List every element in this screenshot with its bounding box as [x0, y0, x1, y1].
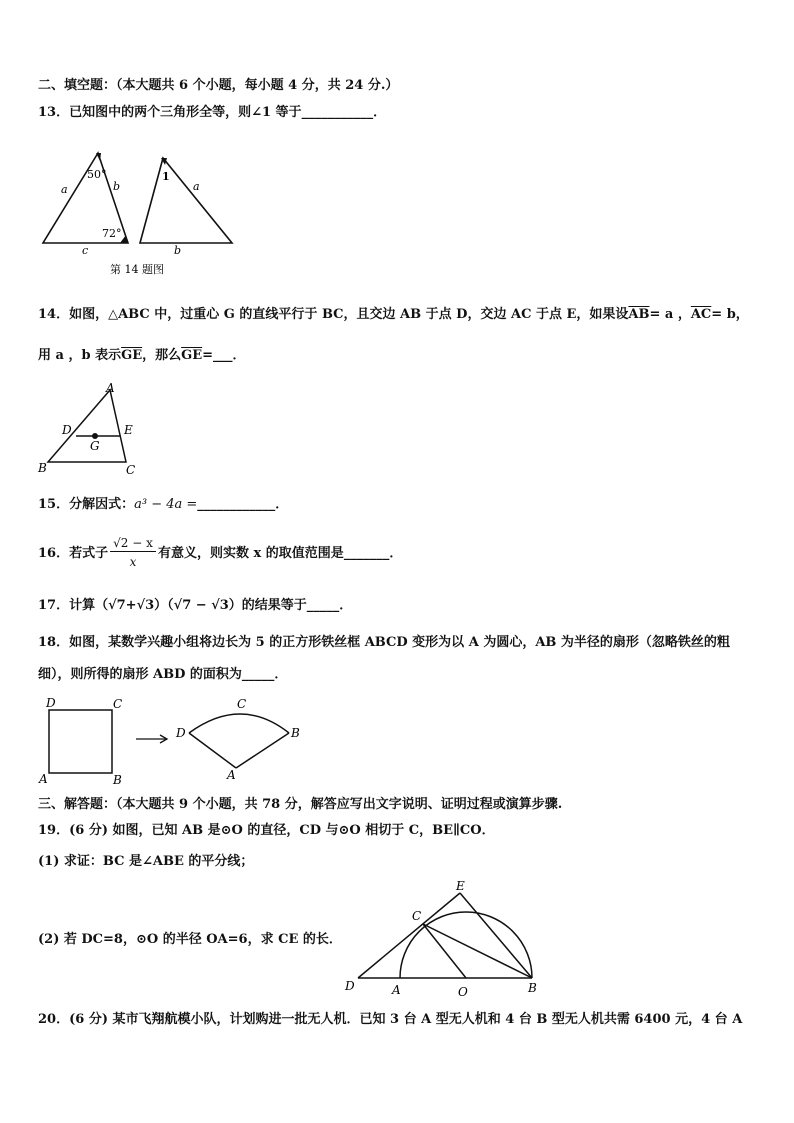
right-side-b-label: b — [174, 244, 182, 257]
q17-text: 17．计算（√7+√3）（√7 − √3）的结果等于 — [38, 598, 307, 613]
angle-1-label: 1 — [162, 170, 170, 183]
q18-end: ． — [274, 667, 288, 682]
q14-line1: 14．如图，△ABC 中，过重心 G 的直线平行于 BC，且交边 AB 于点 D，交边 AC 于点 E，如果设 — [38, 307, 629, 322]
q18-line2: 细），则所得的扇形 ABD 的面积为 — [38, 667, 242, 682]
angle-72-label: 72° — [102, 227, 122, 240]
square-label-d: D — [46, 696, 56, 710]
sector-arc — [189, 714, 289, 733]
q17-end: ． — [339, 598, 353, 613]
q16-numerator: √2 − x — [110, 536, 156, 552]
sector-label-b: B — [291, 726, 300, 740]
label-a: A — [106, 381, 115, 395]
vector-ge-2: $\overline{GE}$ — [181, 348, 203, 363]
angle-50-label: 50° — [87, 168, 107, 181]
q18-blank: _____ — [241, 667, 275, 682]
line-cb — [423, 924, 532, 978]
right-triangle — [140, 158, 232, 243]
sector-radius-ab — [236, 733, 289, 768]
right-side-a-label: a — [193, 180, 200, 193]
question-14-line-2 — [38, 348, 246, 364]
q14-eq2: = b， — [711, 307, 749, 322]
q16-suffix: 有意义，则实数 x 的取值范围是 — [158, 546, 344, 561]
label-d: D — [62, 423, 72, 437]
vector-ab: $\overline{AB}$ — [628, 307, 650, 322]
label-b: B — [38, 461, 47, 475]
question-18-line-1: 18．如图，某数学兴趣小组将边长为 5 的正方形铁丝框 ABCD 变形为以 A 为圆心，AB 为半径的扇形（忽略铁丝的粗 — [38, 635, 730, 650]
square-label-a: A — [39, 772, 48, 786]
section-2-heading: 二、填空题：（本大题共 6 个小题，每小题 4 分，共 24 分.） — [38, 78, 399, 93]
label-e: E — [456, 879, 465, 893]
left-side-a-label: a — [61, 183, 68, 196]
question-15 — [38, 497, 288, 513]
q13-text: 13．已知图中的两个三角形全等，则∠1 等于 — [38, 105, 302, 120]
figure-caption: 第 14 题图 — [110, 263, 164, 276]
label-g: G — [90, 439, 100, 453]
q17-blank: _____ — [306, 598, 340, 613]
q14-eq1: = a ， — [649, 307, 691, 322]
label-c: C — [126, 463, 136, 477]
q18-figure — [36, 695, 316, 787]
label-a: A — [392, 983, 401, 997]
question-19-stem: 19．(6 分) 如图，已知 AB 是⊙O 的直径，CD 与⊙O 相切于 C，BE∥CO． — [38, 823, 495, 838]
sector-label-c: C — [237, 697, 247, 711]
sector-label-a: A — [227, 768, 236, 782]
q15-expression: a³ − 4a = — [134, 497, 198, 512]
q19-figure — [340, 878, 550, 1002]
question-14-line-1 — [38, 307, 749, 323]
section-3-heading: 三、解答题：（本大题共 9 个小题，共 78 分，解答应写出文字说明、证明过程或演算步骤. — [38, 797, 563, 812]
vector-ac: $\overline{AC}$ — [690, 307, 712, 322]
label-b: B — [528, 981, 537, 995]
label-d: D — [345, 979, 355, 993]
question-13 — [38, 105, 386, 121]
q16-end: ． — [389, 546, 403, 561]
left-side-c-label: c — [82, 244, 89, 257]
line-eb — [460, 893, 532, 978]
question-20: 20．(6 分) 某市飞翔航模小队，计划购进一批无人机．已知 3 台 A 型无人机和 4 台 B 型无人机共需 6400 元，4 台 A — [38, 1012, 743, 1027]
q14-figure — [36, 380, 146, 480]
q14-line2-c: =___． — [202, 348, 246, 363]
label-e: E — [124, 423, 133, 437]
triangle-abc — [48, 390, 126, 462]
question-18-line-2 — [38, 667, 287, 683]
question-16-prefix: 16．若式子 — [38, 546, 109, 561]
q13-end: ． — [373, 105, 387, 120]
question-16-rest — [158, 546, 402, 562]
q16-denominator: x — [129, 555, 137, 569]
label-o: O — [458, 985, 468, 999]
question-19-part-2: (2) 若 DC=8，⊙O 的半径 OA=6，求 CE 的长． — [38, 932, 342, 947]
left-side-b-label: b — [113, 180, 121, 193]
q15-end: ． — [275, 497, 289, 512]
q13-figure — [38, 148, 268, 283]
square-label-b: B — [113, 773, 122, 787]
question-19-part-1: (1) 求证：BC 是∠ABE 的平分线； — [38, 854, 254, 869]
square-abcd — [49, 710, 112, 773]
sector-label-d: D — [176, 726, 186, 740]
question-17 — [38, 598, 352, 614]
square-label-c: C — [113, 697, 123, 711]
q16-blank: _______ — [343, 546, 390, 561]
sector-radius-ad — [189, 733, 236, 768]
q14-line2-b: ，那么 — [142, 348, 182, 363]
q13-blank: ___________ — [301, 105, 374, 120]
q14-line2-a: 用 a ，b 表示 — [38, 348, 122, 363]
label-c: C — [412, 909, 422, 923]
q15-blank: ____________ — [197, 497, 276, 512]
line-co — [423, 924, 466, 978]
q15-prefix: 15．分解因式： — [38, 497, 135, 512]
vector-ge: $\overline{GE}$ — [121, 348, 143, 363]
